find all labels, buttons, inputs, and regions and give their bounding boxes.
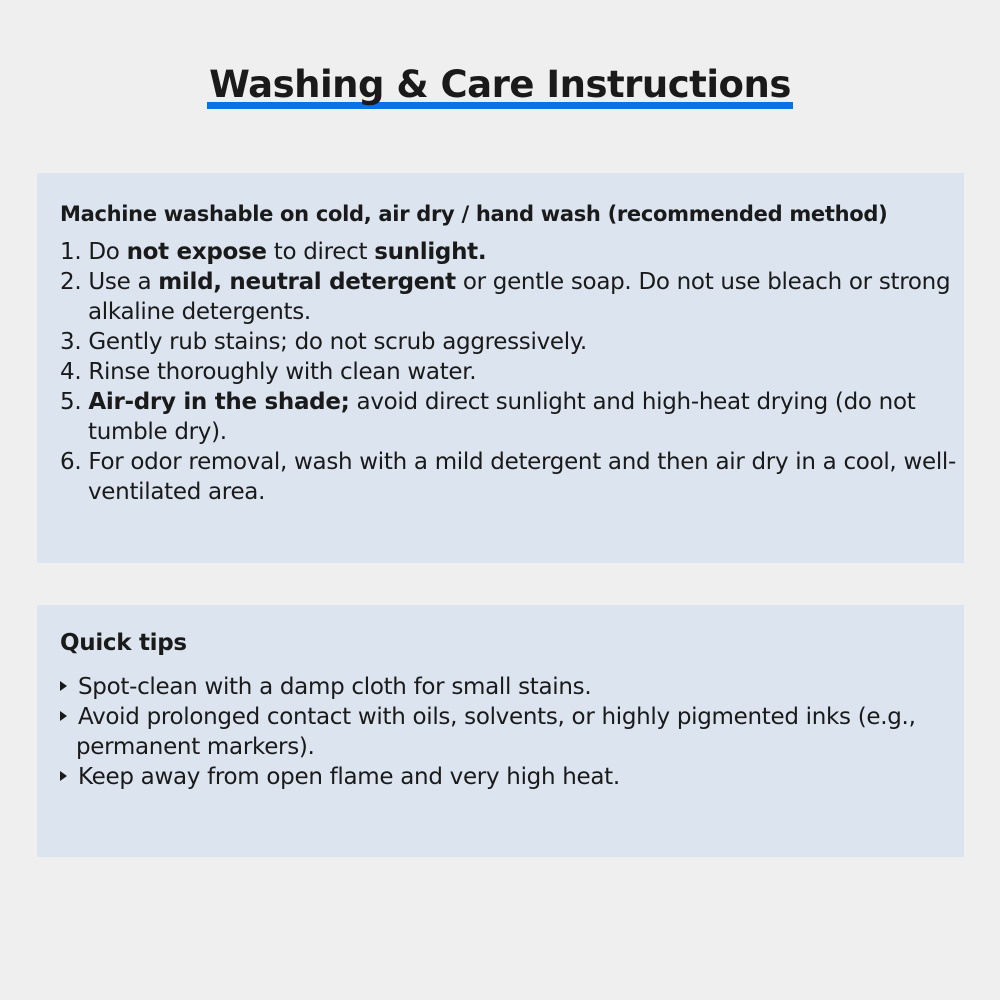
care-step [60,357,956,387]
step-text: avoid direct sunlight and high-heat drying (do not tumble dry). [88,389,916,445]
step-text: Use a [88,269,159,295]
care-step [60,327,956,357]
tip-text: Keep away from open flame and very high heat. [78,764,620,790]
step-number: 5. [60,389,89,415]
page-title [207,62,793,108]
step-text: or gentle soap. Do not use bleach or strong alkaline detergents. [88,269,951,325]
step-text-bold: not expose [126,239,267,265]
care-steps-list [60,237,956,507]
step-text-bold: mild, neutral detergent [158,269,456,295]
step-text: Rinse thoroughly with clean water. [88,359,477,385]
page-title-text: Washing & Care Instructions [209,63,791,106]
care-step [60,267,956,327]
step-text: For odor removal, wash with a mild detergent and then air dry in a cool, well-ventilated area. [88,449,956,505]
triangle-bullet-icon [60,711,67,721]
tip-item [60,702,956,762]
step-number: 2. [60,269,89,295]
care-step [60,387,956,447]
tip-item [60,672,956,702]
step-number: 4. [60,359,89,385]
step-text: Gently rub stains; do not scrub aggressively. [88,329,587,355]
step-text-bold: sunlight. [374,239,487,265]
step-text: to direct [266,239,375,265]
care-instructions-panel [37,173,964,563]
step-text-bold: Air-dry in the shade; [88,389,350,415]
quick-tips-panel [37,605,964,857]
title-wrap [0,62,1000,108]
care-heading: Machine washable on cold, air dry / hand wash (recommended method) [60,202,888,226]
triangle-bullet-icon [60,771,67,781]
tip-text: Spot-clean with a damp cloth for small stains. [78,674,592,700]
care-step [60,447,956,507]
triangle-bullet-icon [60,681,67,691]
tip-text: Avoid prolonged contact with oils, solvents, or highly pigmented inks (e.g., permanent markers). [76,704,916,760]
step-number: 3. [60,329,89,355]
step-number: 6. [60,449,89,475]
tips-list [60,672,956,792]
tip-item [60,762,956,792]
step-number: 1. [60,239,89,265]
tips-heading: Quick tips [60,630,187,656]
step-text: Do [88,239,127,265]
care-step [60,237,956,267]
